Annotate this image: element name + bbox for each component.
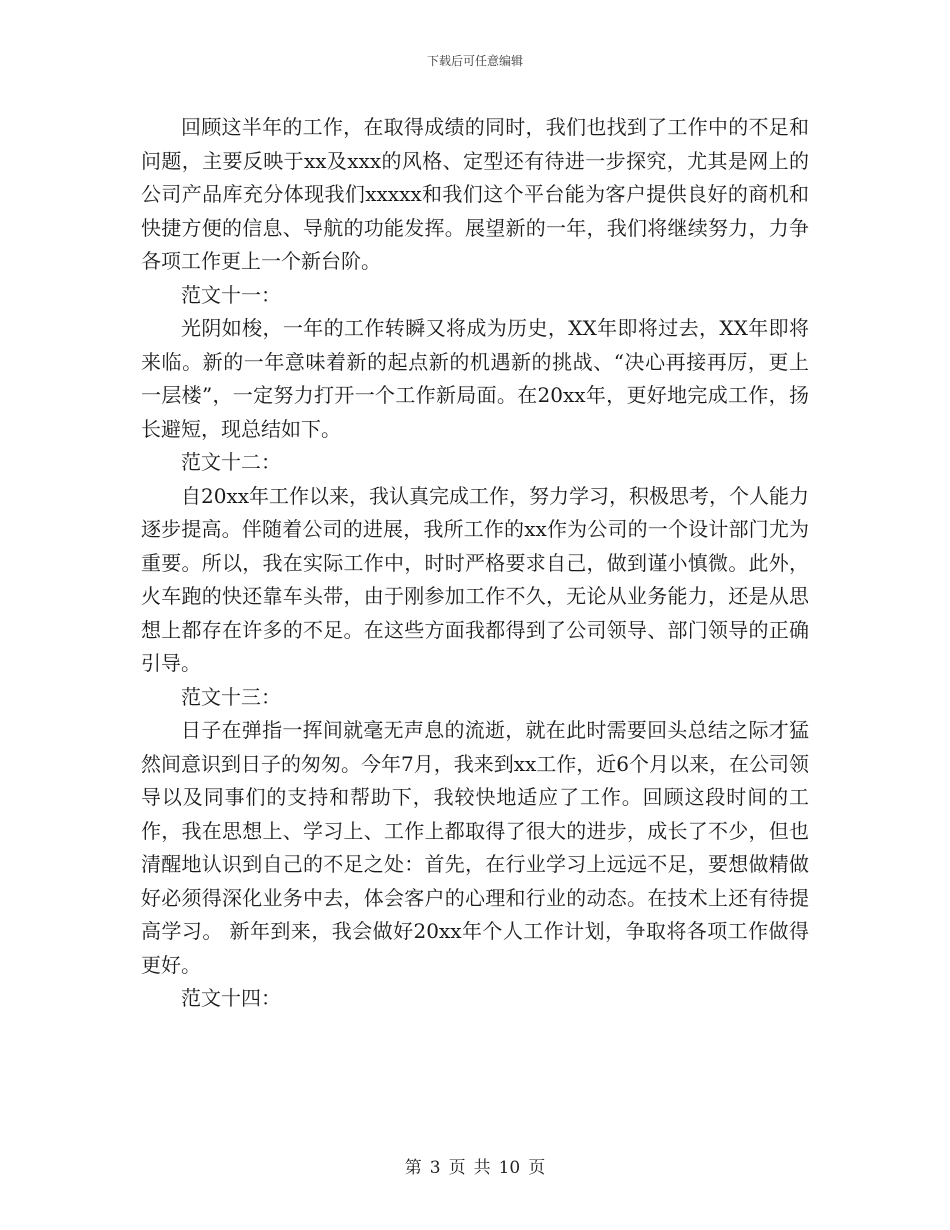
page-footer: [0, 1153, 950, 1178]
paragraph-sample-13: 日子在弹指一挥间就毫无声息的流逝，就在此时需要回头总结之际才猛然间意识到日子的匆匆。今年7月，我来到xx工作，近6个月以来，在公司领导以及同事们的支持和帮助下，我较快地适应了工作。回顾这段时间的工作，我在思想上、学习上、工作上都取得了很大的进步，成长了不少，但也清醒地认识到自己的不足之处：首先，在行业学习上远远不足，要想做精做好必须得深化业务中去，体会客户的心理和行业的动态。在技术上还有待提高学习。 新年到来，我会做好20xx年个人工作计划，争取将各项工作做得更好。: [141, 718, 810, 977]
footer-ye-end: 页: [528, 1158, 546, 1178]
heading-sample-12: 范文十二：: [181, 450, 281, 474]
page-number: 3: [429, 1158, 441, 1178]
document-body: [141, 111, 809, 1016]
total-pages: 10: [498, 1158, 521, 1178]
heading-sample-11: 范文十一：: [181, 282, 281, 307]
paragraph-sample-11: 光阴如梭，一年的工作转瞬又将成为历史，XX年即将过去，XX年即将来临。新的一年意味着新的起点新的机遇新的挑战、“决心再接再厉，更上一层楼”，一定努力打开一个工作新局面。在20xx年，更好地完成工作，扬长避短，现总结如下。: [141, 316, 809, 441]
heading-sample-13: 范文十三：: [181, 684, 281, 709]
page-header: 下载后可任意编辑: [426, 54, 523, 68]
heading-sample-14: 范文十四：: [181, 986, 281, 1010]
paragraph-sample-12: 自20xx年工作以来，我认真完成工作，努力学习，积极思考，个人能力逐步提高。伴随着公司的进展，我所工作的xx作为公司的一个设计部门尤为重要。所以，我在实际工作中，时时严格要求自己，做到谨小慎微。此外，火车跑的快还靠车头带，由于刚参加工作不久，无论从业务能力，还是从思想上都存在许多的不足。在这些方面我都得到了公司领导、部门领导的正确引导。: [141, 483, 810, 675]
paragraph-review: 回顾这半年的工作，在取得成绩的同时，我们也找到了工作中的不足和问题，主要反映于xx及xxx的风格、定型还有待进一步探究，尤其是网上的公司产品库充分体现我们xxxxx和我们这个平台能为客户提供良好的商机和快捷方便的信息、导航的功能发挥。展望新的一年，我们将继续努力，力争各项工作更上一个新台阶。: [141, 115, 809, 273]
footer-di: 第: [404, 1158, 422, 1178]
footer-ye: 页: [448, 1158, 466, 1178]
footer-gong: 共: [473, 1158, 491, 1178]
